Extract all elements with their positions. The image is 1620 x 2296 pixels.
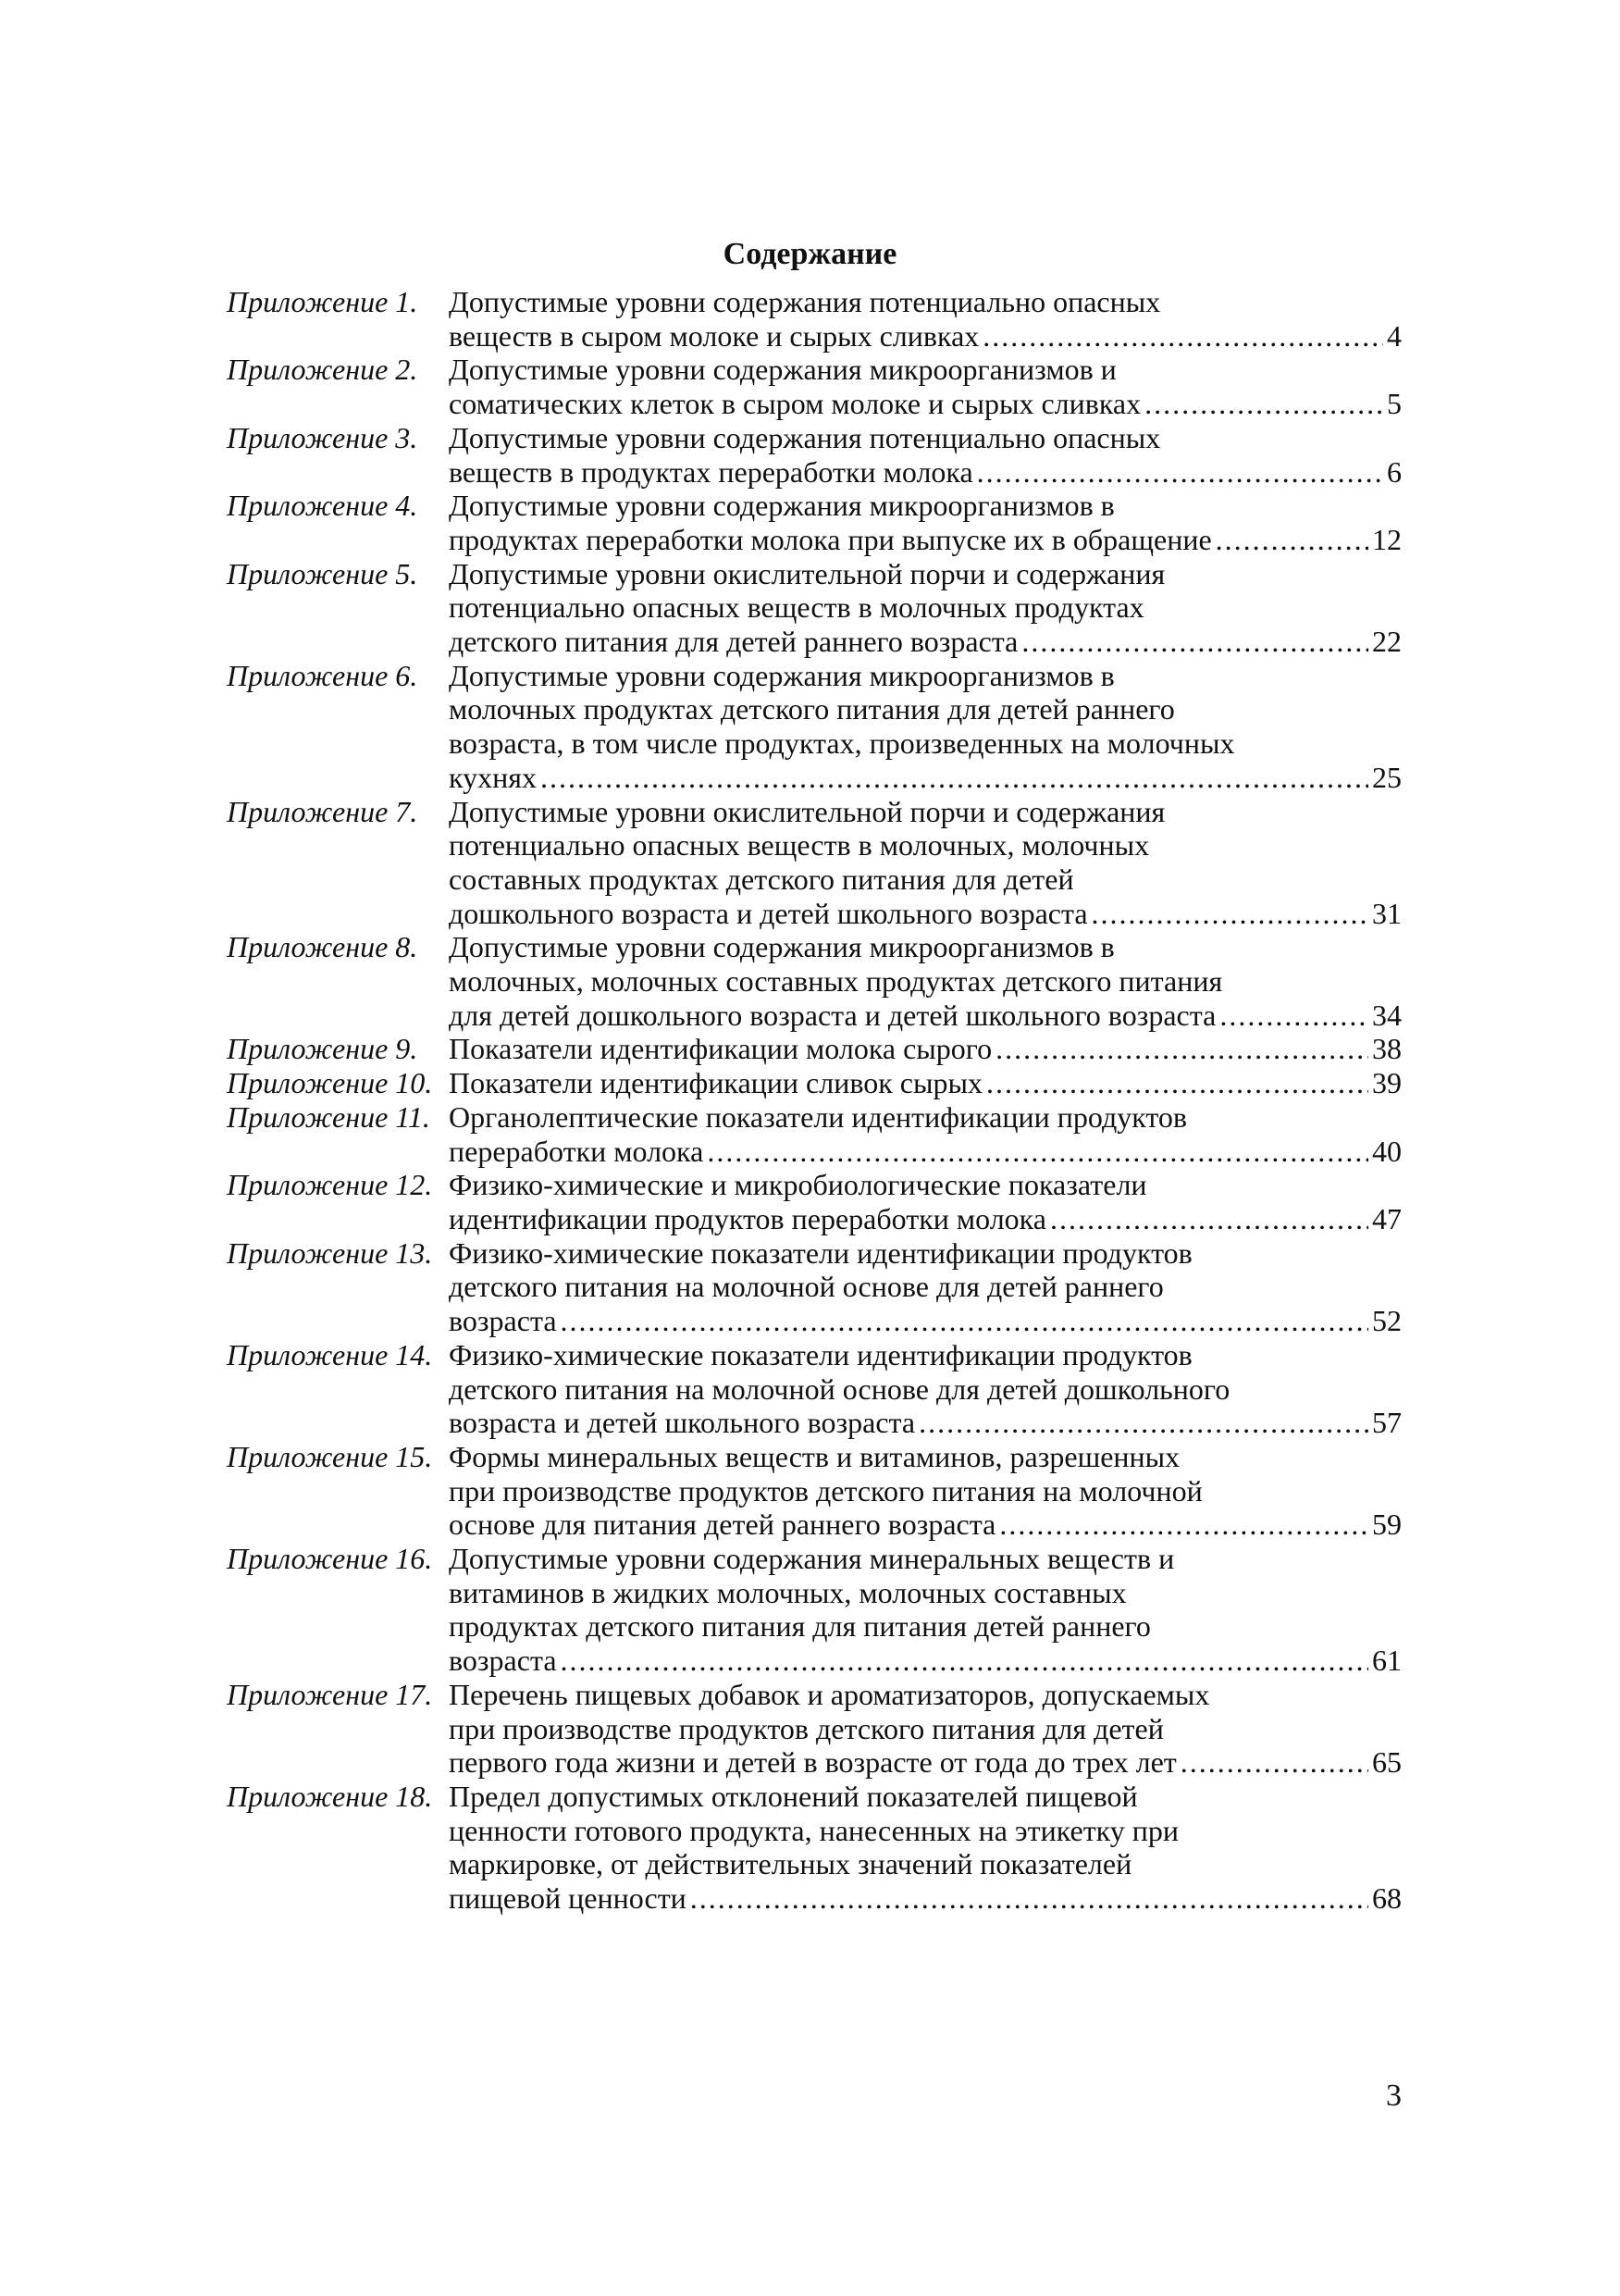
- entry-line-text: кухнях: [449, 760, 537, 794]
- entry-line: потенциально опасных веществ в молочных продуктах: [449, 590, 1144, 625]
- appendix-label: Приложение 8.: [227, 930, 418, 964]
- entry-line: [449, 1135, 1402, 1169]
- entry-text: [449, 1678, 1402, 1780]
- entry-line-text: первого года жизни и детей в возрасте от года до трех лет: [449, 1745, 1177, 1780]
- appendix-label: Приложение 6.: [227, 658, 418, 692]
- entry-page-number: 65: [1372, 1745, 1402, 1780]
- entry-line: [449, 761, 1402, 795]
- entry-line-text: веществ в сыром молоке и сырых сливках: [449, 318, 980, 353]
- entry-line: Физико-химические и микробиологические показатели: [449, 1168, 1147, 1202]
- entry-line-text: дошкольного возраста и детей школьного возраста: [449, 896, 1088, 930]
- toc-entry: [227, 795, 1402, 931]
- dot-leader: [1144, 387, 1383, 421]
- appendix-label: Приложение 4.: [227, 489, 418, 523]
- appendix-label: Приложение 3.: [227, 420, 418, 454]
- entry-line: продуктах детского питания для питания детей раннего: [449, 1609, 1151, 1644]
- toc-entry: [227, 1542, 1402, 1678]
- entry-line: [449, 625, 1402, 659]
- entry-text: [449, 1338, 1402, 1440]
- dot-leader: [690, 1881, 1368, 1916]
- entry-page-number: 22: [1372, 625, 1402, 659]
- dot-leader: [1092, 897, 1368, 931]
- toc-entry: [227, 1338, 1402, 1440]
- appendix-label: Приложение 9.: [227, 1032, 418, 1066]
- dot-leader: [999, 1508, 1368, 1542]
- entry-line: [449, 319, 1402, 354]
- entry-line: [449, 1066, 1402, 1100]
- toc-entry: [227, 930, 1402, 1032]
- dot-leader: [983, 319, 1383, 354]
- entry-text: [449, 1032, 1402, 1066]
- dot-leader: [561, 1644, 1368, 1678]
- entry-line-text: детского питания для детей раннего возраста: [449, 625, 1019, 659]
- toc-entry: [227, 557, 1402, 659]
- entry-text: [449, 1168, 1402, 1235]
- entry-page-number: 61: [1372, 1644, 1402, 1678]
- toc-list: [227, 285, 1402, 1916]
- entry-line: Допустимые уровни содержания микроорганизмов и: [449, 353, 1117, 387]
- entry-page-number: 59: [1372, 1508, 1402, 1542]
- entry-line: молочных, молочных составных продуктах детского питания: [449, 964, 1223, 999]
- entry-line: при производстве продуктов детского питания на молочной: [449, 1473, 1203, 1508]
- entry-line: при производстве продуктов детского питания для детей: [449, 1711, 1164, 1745]
- entry-text: [449, 1236, 1402, 1338]
- entry-line: витаминов в жидких молочных, молочных составных: [449, 1575, 1127, 1609]
- entry-page-number: 39: [1372, 1066, 1402, 1100]
- entry-page-number: 12: [1372, 522, 1402, 556]
- entry-page-number: 31: [1372, 896, 1402, 930]
- entry-line: Физико-химические показатели идентификации продуктов: [449, 1337, 1193, 1371]
- toc-entry: [227, 489, 1402, 556]
- entry-line: Допустимые уровни содержания микроорганизмов в: [449, 658, 1115, 692]
- dot-leader: [919, 1406, 1368, 1440]
- toc-entry: [227, 1032, 1402, 1066]
- entry-text: [449, 1066, 1402, 1100]
- entry-line: маркировке, от действительных значений показателей: [449, 1847, 1132, 1881]
- dot-leader: [995, 1032, 1368, 1066]
- entry-line: Физико-химические показатели идентификации продуктов: [449, 1235, 1193, 1270]
- entry-line: Допустимые уровни окислительной порчи и содержания: [449, 794, 1166, 828]
- appendix-label: Приложение 12.: [227, 1168, 433, 1202]
- toc-entry: [227, 1066, 1402, 1100]
- entry-line: Предел допустимых отклонений показателей пищевой: [449, 1779, 1138, 1813]
- toc-entry: [227, 659, 1402, 795]
- toc-entry: [227, 1440, 1402, 1542]
- entry-page-number: 5: [1387, 387, 1402, 421]
- dot-leader: [1050, 1202, 1368, 1236]
- entry-line-text: для детей дошкольного возраста и детей школьного возраста: [449, 998, 1217, 1032]
- entry-page-number: 6: [1387, 454, 1402, 489]
- dot-leader: [707, 1135, 1368, 1169]
- entry-line-text: Показатели идентификации сливок сырых: [449, 1066, 983, 1100]
- entry-line-text: Показатели идентификации молока сырого: [449, 1032, 993, 1066]
- toc-entry: [227, 353, 1402, 420]
- appendix-label: Приложение 15.: [227, 1439, 433, 1473]
- appendix-label: Приложение 2.: [227, 353, 418, 387]
- page-number: 3: [1386, 2079, 1402, 2113]
- entry-line: [449, 523, 1402, 557]
- entry-page-number: 57: [1372, 1406, 1402, 1440]
- entry-text: [449, 1440, 1402, 1542]
- entry-line: [449, 999, 1402, 1033]
- entry-line-text: основе для питания детей раннего возраста: [449, 1508, 996, 1542]
- entry-line: Допустимые уровни содержания потенциально опасных: [449, 285, 1161, 318]
- entry-page-number: 47: [1372, 1201, 1402, 1235]
- appendix-label: Приложение 10.: [227, 1066, 433, 1100]
- dot-leader: [977, 455, 1383, 490]
- entry-line: молочных продуктах детского питания для детей раннего: [449, 692, 1175, 726]
- entry-line: Перечень пищевых добавок и ароматизаторов, допускаемых: [449, 1677, 1210, 1711]
- entry-page-number: 52: [1372, 1304, 1402, 1338]
- entry-line-text: продуктах переработки молока при выпуске их в обращение: [449, 522, 1212, 556]
- entry-page-number: 25: [1372, 760, 1402, 794]
- entry-line: Допустимые уровни содержания минеральных веществ и: [449, 1542, 1175, 1576]
- entry-text: [449, 795, 1402, 931]
- entry-line: [449, 1745, 1402, 1780]
- entry-line: Допустимые уровни содержания микроорганизмов в: [449, 930, 1115, 964]
- entry-line: детского питания на молочной основе для детей дошкольного: [449, 1371, 1230, 1406]
- entry-line-text: пищевой ценности: [449, 1881, 686, 1916]
- entry-text: [449, 930, 1402, 1032]
- appendix-label: Приложение 14.: [227, 1337, 433, 1371]
- entry-page-number: 4: [1387, 318, 1402, 353]
- toc-entry: [227, 1100, 1402, 1168]
- entry-line: ценности готового продукта, нанесенных на этикетку при: [449, 1813, 1180, 1847]
- toc-entry: [227, 1168, 1402, 1235]
- entry-text: [449, 489, 1402, 556]
- appendix-label: Приложение 13.: [227, 1235, 433, 1270]
- entry-line: Допустимые уровни окислительной порчи и содержания: [449, 556, 1166, 590]
- toc-entry: [227, 1236, 1402, 1338]
- dot-leader: [1181, 1745, 1368, 1780]
- entry-line: потенциально опасных веществ в молочных, молочных: [449, 828, 1150, 863]
- entry-line: [449, 1406, 1402, 1440]
- entry-line: [449, 455, 1402, 490]
- appendix-label: Приложение 17.: [227, 1677, 433, 1711]
- entry-line: детского питания на молочной основе для детей раннего: [449, 1270, 1164, 1304]
- toc-title: Содержание: [723, 237, 897, 271]
- entry-line-text: переработки молока: [449, 1134, 704, 1168]
- entry-text: [449, 1100, 1402, 1168]
- dot-leader: [540, 761, 1368, 795]
- dot-leader: [1021, 625, 1368, 659]
- dot-leader: [561, 1304, 1368, 1338]
- entry-line: Органолептические показатели идентификации продуктов: [449, 1099, 1188, 1134]
- entry-text: [449, 421, 1402, 489]
- entry-line-text: соматических клеток в сыром молоке и сырых сливках: [449, 387, 1142, 421]
- entry-line-text: идентификации продуктов переработки молока: [449, 1201, 1046, 1235]
- entry-line-text: возраста: [449, 1644, 557, 1678]
- entry-text: [449, 285, 1402, 353]
- entry-text: [449, 353, 1402, 420]
- appendix-label: Приложение 18.: [227, 1779, 433, 1813]
- entry-line: [449, 387, 1402, 421]
- dot-leader: [1219, 999, 1368, 1033]
- appendix-label: Приложение 16.: [227, 1542, 433, 1576]
- entry-line-text: возраста: [449, 1304, 557, 1338]
- entry-line: [449, 1032, 1402, 1066]
- entry-line: [449, 1644, 1402, 1678]
- entry-page-number: 34: [1372, 998, 1402, 1032]
- toc-entry: [227, 421, 1402, 489]
- entry-line: [449, 1202, 1402, 1236]
- entry-line: составных продуктах детского питания для детей: [449, 862, 1074, 896]
- appendix-label: Приложение 5.: [227, 556, 418, 590]
- toc-entry: [227, 1678, 1402, 1780]
- entry-page-number: 40: [1372, 1134, 1402, 1168]
- toc-entry: [227, 1780, 1402, 1916]
- entry-line: [449, 897, 1402, 931]
- entry-line: [449, 1508, 1402, 1542]
- entry-page-number: 68: [1372, 1881, 1402, 1916]
- entry-line: возраста, в том числе продуктах, произведенных на молочных: [449, 726, 1235, 761]
- entry-line-text: возраста и детей школьного возраста: [449, 1406, 916, 1440]
- appendix-label: Приложение 7.: [227, 794, 418, 828]
- entry-line: Допустимые уровни содержания микроорганизмов в: [449, 489, 1115, 523]
- entry-text: [449, 1780, 1402, 1916]
- entry-line: Допустимые уровни содержания потенциально опасных: [449, 420, 1161, 454]
- entry-line: Формы минеральных веществ и витаминов, разрешенных: [449, 1439, 1181, 1473]
- entry-text: [449, 557, 1402, 659]
- entry-line-text: веществ в продуктах переработки молока: [449, 454, 973, 489]
- appendix-label: Приложение 11.: [227, 1099, 430, 1134]
- entry-line: [449, 1881, 1402, 1916]
- entry-line: [449, 1304, 1402, 1338]
- entry-text: [449, 1542, 1402, 1678]
- appendix-label: Приложение 1.: [227, 285, 418, 318]
- entry-page-number: 38: [1372, 1032, 1402, 1066]
- dot-leader: [986, 1066, 1368, 1100]
- dot-leader: [1216, 523, 1368, 557]
- toc-entry: [227, 285, 1402, 353]
- entry-text: [449, 659, 1402, 795]
